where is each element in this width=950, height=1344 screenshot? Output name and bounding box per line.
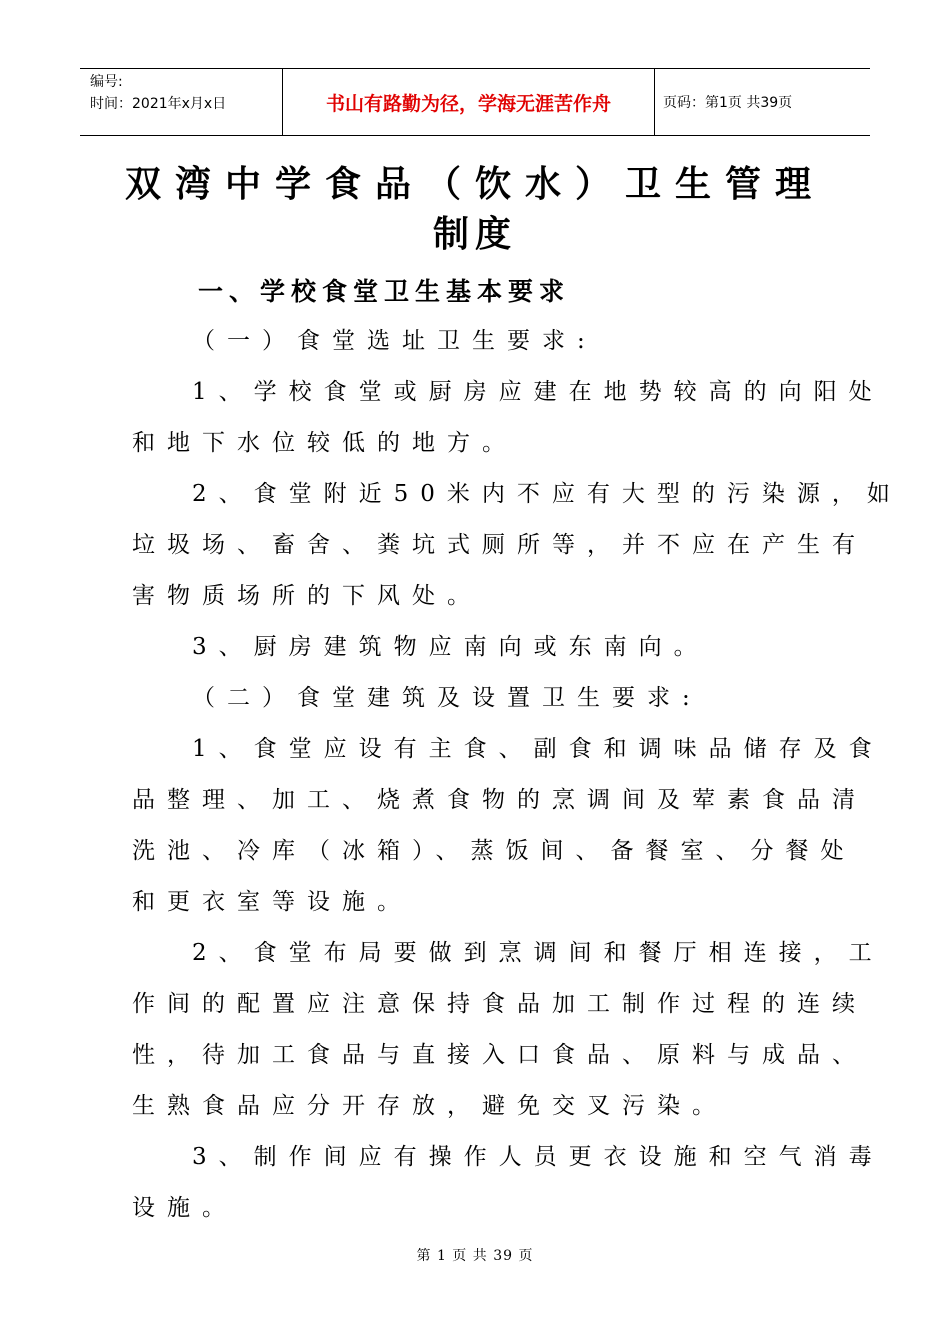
paragraph-line: 作间的配置应注意保持食品加工制作过程的连续 xyxy=(132,991,867,1017)
paragraph-line: 设施。 xyxy=(132,1195,237,1221)
document-title-line-1: 双湾中学食品（饮水）卫生管理 xyxy=(124,163,825,205)
page-header xyxy=(80,68,870,136)
paragraph-line: 和更衣室等设施。 xyxy=(132,889,412,915)
page-footer: 第 1 页 共 39 页 xyxy=(416,1248,534,1264)
header-meta-cell xyxy=(80,69,283,135)
document-title-line-2: 制度 xyxy=(432,213,517,255)
header-page-info: 页码：第1页 共39页 xyxy=(663,95,793,111)
paragraph-line: 生熟食品应分开存放，避免交叉污染。 xyxy=(132,1093,727,1119)
paragraph-line: 垃圾场、畜舍、粪坑式厕所等，并不应在产生有 xyxy=(132,532,867,558)
document-number-label: 编号: xyxy=(90,74,123,90)
header-motto: 书山有路勤为径，学海无涯苦作舟 xyxy=(283,69,655,135)
paragraph-line: 1、学校食堂或厨房应建在地势较高的向阳处 xyxy=(192,379,884,405)
paragraph-line: 洗池、冷库（冰箱）、蒸饭间、备餐室、分餐处 xyxy=(132,838,856,864)
paragraph-line: 和地下水位较低的地方。 xyxy=(132,430,517,456)
paragraph-line: 3、制作间应有操作人员更衣设施和空气消毒 xyxy=(192,1144,884,1170)
paragraph-line: 性，待加工食品与直接入口食品、原料与成品、 xyxy=(132,1042,867,1068)
paragraph-line: 害物质场所的下风处。 xyxy=(132,583,482,609)
subsection-heading: （二）食堂建筑及设置卫生要求: xyxy=(192,685,702,711)
paragraph-line: 1、食堂应设有主食、副食和调味品储存及食 xyxy=(192,736,884,762)
paragraph-line: 2、食堂附近50米内不应有大型的污染源，如 xyxy=(192,481,902,507)
section-heading: 一、学校食堂卫生基本要求 xyxy=(198,277,571,306)
paragraph-line: 品整理、加工、烧煮食物的烹调间及荤素食品清 xyxy=(132,787,867,813)
paragraph-line: 3、厨房建筑物应南向或东南向。 xyxy=(192,634,709,660)
subsection-heading: （一）食堂选址卫生要求: xyxy=(192,328,597,354)
document-time-label: 时间：2021年x月x日 xyxy=(90,96,227,112)
paragraph-line: 2、食堂布局要做到烹调间和餐厅相连接，工 xyxy=(192,940,884,966)
